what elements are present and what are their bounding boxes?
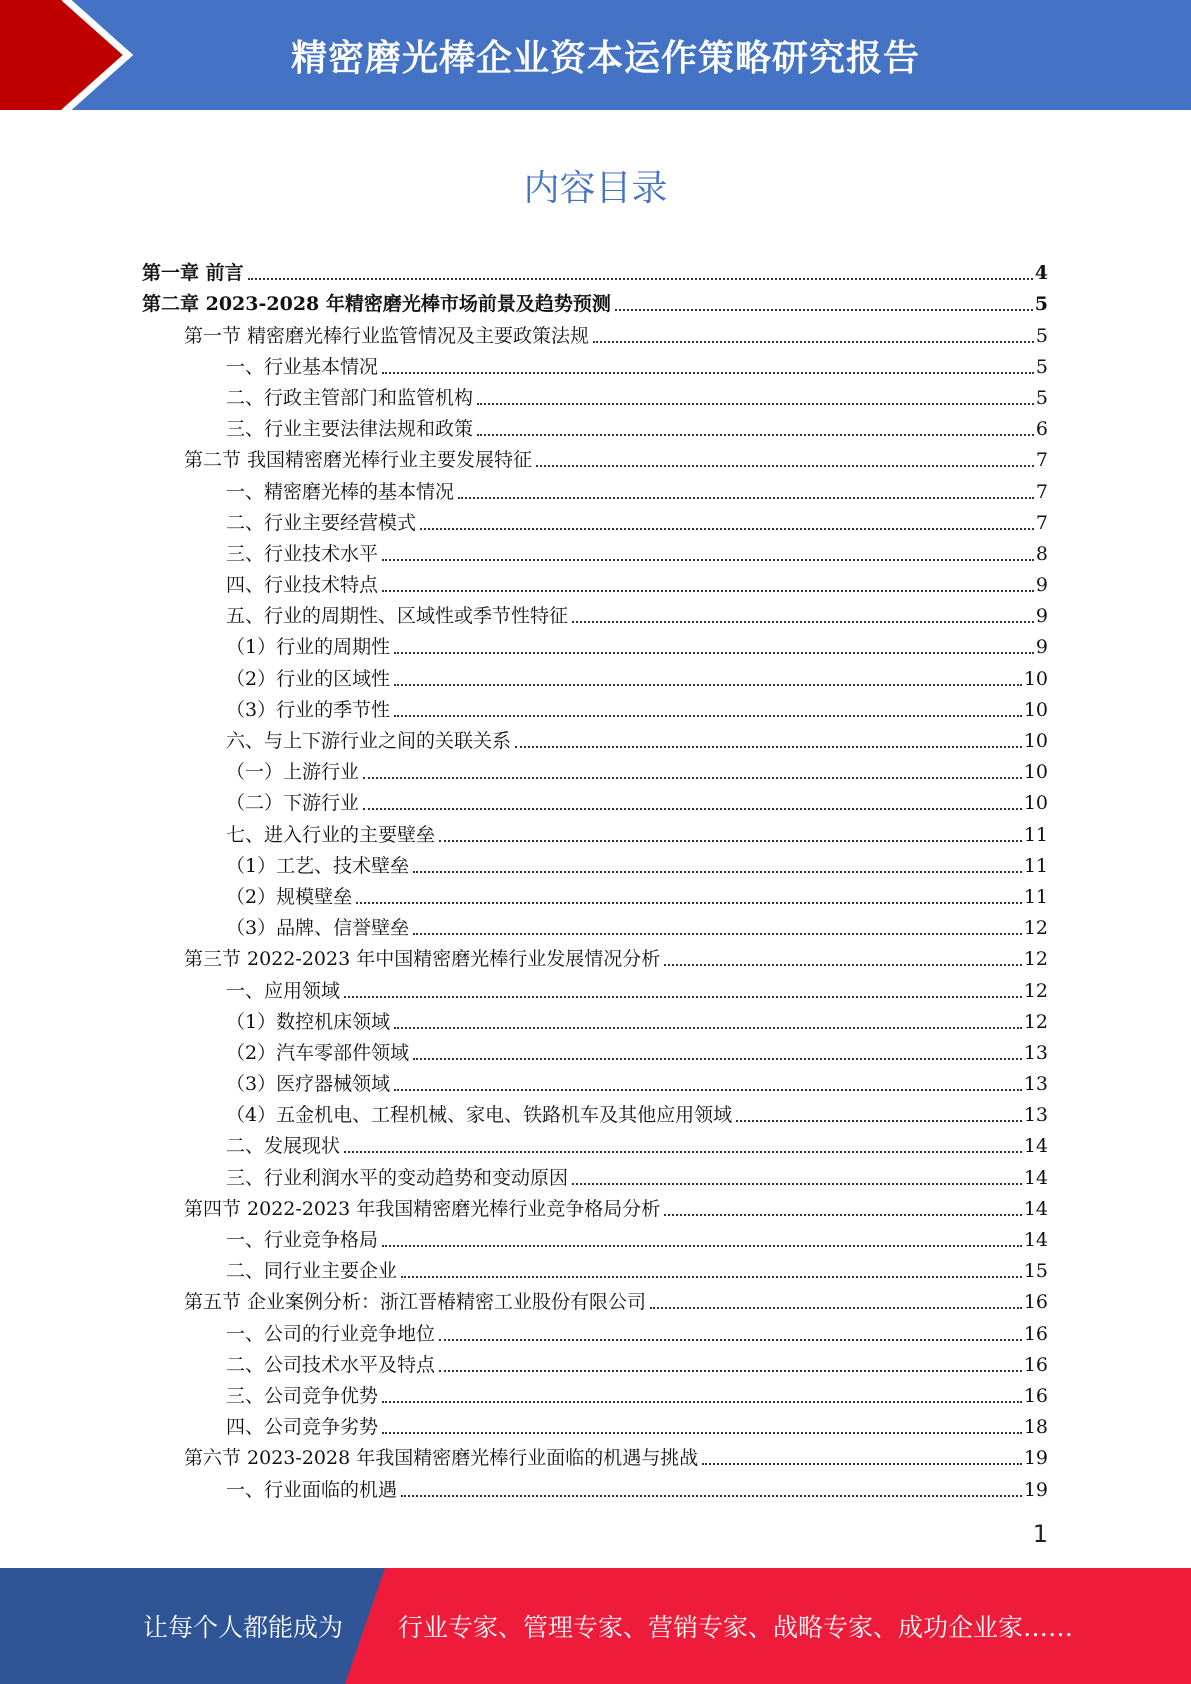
toc-entry-label: 二、行业主要经营模式 [226, 511, 417, 534]
toc-entry-label: 二、发展现状 [226, 1135, 341, 1158]
toc-entry-label: 一、精密磨光棒的基本情况 [226, 480, 455, 503]
toc-entry-page: 5 [1035, 355, 1048, 378]
toc-entry[interactable] [142, 1127, 1048, 1158]
toc-entry-label: （2）规模壁垒 [226, 885, 353, 908]
toc-dot-leader [363, 777, 1022, 779]
toc-entry[interactable] [142, 1190, 1048, 1221]
toc-entry-label: 三、行业利润水平的变动趋势和变动原因 [226, 1166, 569, 1189]
toc-entry-label: 二、行政主管部门和监管机构 [226, 386, 474, 409]
toc-entry[interactable] [142, 691, 1048, 722]
toc-dot-leader [439, 1339, 1022, 1341]
toc-entry-page: 13 [1023, 1073, 1048, 1096]
toc-entry[interactable] [142, 940, 1048, 971]
toc-entry-page: 5 [1035, 324, 1048, 347]
toc-entry-page: 14 [1023, 1197, 1048, 1220]
toc-entry-page: 11 [1023, 823, 1048, 846]
toc-dot-leader [394, 1027, 1022, 1029]
toc-dot-leader [439, 840, 1022, 842]
toc-dot-leader [382, 1401, 1022, 1403]
toc-entry-label: （3）品牌、信誉壁垒 [226, 917, 410, 940]
toc-dot-leader [477, 434, 1034, 436]
toc-dot-leader [536, 465, 1034, 467]
toc-entry[interactable] [142, 628, 1048, 659]
toc-entry-page: 12 [1023, 917, 1048, 940]
toc-entry-label: 四、公司竞争劣势 [226, 1416, 379, 1439]
toc-entry-page: 5 [1035, 386, 1048, 409]
toc-entry[interactable] [142, 753, 1048, 784]
toc-entry-label: 一、行业基本情况 [226, 355, 379, 378]
toc-entry[interactable] [142, 1096, 1048, 1127]
toc-entry[interactable] [142, 441, 1048, 472]
toc-entry-label: 一、应用领域 [226, 979, 341, 1002]
toc-dot-leader [664, 964, 1022, 966]
toc-dot-leader [420, 528, 1034, 530]
toc-entry-page: 19 [1023, 1447, 1048, 1470]
toc-entry[interactable] [142, 1252, 1048, 1283]
toc-entry[interactable] [142, 535, 1048, 566]
toc-entry[interactable] [142, 285, 1048, 316]
toc-entry-label: 第三节 2022-2023 年中国精密磨光棒行业发展情况分析 [184, 948, 661, 971]
toc-entry-label: 七、进入行业的主要壁垒 [226, 823, 436, 846]
toc-entry-label: （1）工艺、技术壁垒 [226, 854, 410, 877]
toc-dot-leader [401, 1495, 1022, 1497]
toc-entry-label: （一）上游行业 [226, 761, 360, 784]
toc-entry-page: 9 [1035, 636, 1048, 659]
toc-dot-leader [439, 1370, 1022, 1372]
toc-entry-label: （1）行业的周期性 [226, 636, 391, 659]
toc-entry-label: 第一章 前言 [142, 262, 244, 285]
toc-entry-label: （4）五金机电、工程机械、家电、铁路机车及其他应用领域 [226, 1104, 733, 1127]
toc-entry[interactable] [142, 1346, 1048, 1377]
toc-entry-page: 5 [1034, 293, 1048, 316]
toc-entry[interactable] [142, 1408, 1048, 1439]
toc-dot-leader [736, 1120, 1022, 1122]
toc-entry-page: 16 [1023, 1353, 1048, 1376]
toc-list [142, 254, 1048, 1502]
toc-dot-leader [413, 1058, 1022, 1060]
toc-entry-label: 一、行业竞争格局 [226, 1229, 379, 1251]
toc-entry-page: 18 [1023, 1416, 1048, 1439]
toc-entry[interactable] [142, 1065, 1048, 1096]
toc-dot-leader [363, 808, 1022, 810]
toc-entry-page: 12 [1023, 1010, 1048, 1033]
toc-entry-label: （2）汽车零部件领域 [226, 1041, 410, 1064]
toc-entry-page: 12 [1023, 979, 1048, 1002]
toc-title: 内容目录 [523, 168, 668, 209]
toc-dot-leader [382, 1432, 1022, 1434]
toc-entry[interactable] [142, 472, 1048, 503]
toc-entry-page: 10 [1023, 698, 1048, 721]
toc-entry[interactable] [142, 1003, 1048, 1034]
toc-dot-leader [356, 902, 1022, 904]
toc-entry-page: 9 [1035, 574, 1048, 597]
toc-entry-label: 第五节 企业案例分析：浙江晋椿精密工业股份有限公司 [184, 1291, 647, 1314]
arrow-chevron-icon [0, 0, 160, 110]
toc-entry-label: 第一节 精密磨光棒行业监管情况及主要政策法规 [184, 324, 590, 347]
toc-entry-label: 五、行业的周期性、区域性或季节性特征 [226, 605, 569, 628]
toc-dot-leader [344, 996, 1022, 998]
toc-entry-page: 9 [1035, 605, 1048, 628]
toc-dot-leader [593, 341, 1034, 343]
toc-entry-page: 19 [1023, 1478, 1048, 1501]
toc-dot-leader [382, 590, 1034, 592]
toc-entry-label: 三、公司竞争优势 [226, 1384, 379, 1407]
toc-dot-leader [458, 497, 1034, 499]
toc-entry[interactable] [142, 1377, 1048, 1408]
toc-entry-page: 11 [1023, 854, 1048, 877]
footer-banner [0, 1568, 1191, 1684]
toc-entry-label: （3）医疗器械领域 [226, 1073, 391, 1096]
toc-entry[interactable] [142, 379, 1048, 410]
toc-entry[interactable] [142, 1283, 1048, 1314]
footer-slogan-right: 行业专家、管理专家、营销专家、战略专家、成功企业家…… [398, 1613, 1074, 1642]
toc-entry-page: 10 [1023, 667, 1048, 690]
toc-entry-label: 一、公司的行业竞争地位 [226, 1322, 436, 1345]
report-header [0, 0, 1191, 110]
toc-entry[interactable] [142, 784, 1048, 815]
toc-dot-leader [664, 1214, 1022, 1216]
toc-entry[interactable] [142, 1221, 1048, 1252]
toc-entry[interactable] [142, 597, 1048, 628]
toc-entry-page: 13 [1023, 1104, 1048, 1127]
toc-dot-leader [702, 1463, 1022, 1465]
toc-entry[interactable] [142, 1470, 1048, 1501]
toc-entry-page: 7 [1035, 511, 1048, 534]
toc-entry-label: （2）行业的区域性 [226, 667, 391, 690]
toc-entry[interactable] [142, 410, 1048, 441]
toc-entry[interactable] [142, 878, 1048, 909]
toc-dot-leader [650, 1307, 1022, 1309]
toc-entry-label: 第四节 2022-2023 年我国精密磨光棒行业竞争格局分析 [184, 1197, 661, 1220]
toc-dot-leader [401, 1276, 1022, 1278]
toc-entry-label: 第二节 我国精密磨光棒行业主要发展特征 [184, 449, 533, 472]
toc-entry-label: （3）行业的季节性 [226, 698, 391, 721]
toc-dot-leader [615, 309, 1033, 311]
toc-dot-leader [413, 933, 1022, 935]
toc-entry[interactable] [142, 847, 1048, 878]
toc-entry-page: 10 [1023, 730, 1048, 752]
toc-dot-leader [382, 559, 1034, 561]
toc-entry-page: 15 [1023, 1260, 1048, 1283]
toc-dot-leader [413, 871, 1022, 873]
toc-dot-leader [572, 1183, 1022, 1185]
toc-dot-leader [382, 372, 1034, 374]
toc-dot-leader [248, 278, 1033, 280]
toc-dot-leader [515, 746, 1022, 748]
toc-entry[interactable] [142, 1034, 1048, 1065]
toc-entry[interactable] [142, 1158, 1048, 1189]
toc-dot-leader [572, 621, 1034, 623]
toc-dot-leader [382, 1245, 1022, 1247]
toc-entry-page: 11 [1023, 885, 1048, 908]
toc-entry-page: 12 [1023, 948, 1048, 971]
toc-dot-leader [394, 1089, 1022, 1091]
toc-entry[interactable] [142, 971, 1048, 1002]
toc-dot-leader [477, 403, 1034, 405]
toc-entry[interactable] [142, 1314, 1048, 1345]
toc-entry-page: 4 [1034, 262, 1048, 285]
toc-entry[interactable] [142, 722, 1048, 753]
toc-entry-label: 三、行业主要法律法规和政策 [226, 418, 474, 441]
page-number: 1 [1032, 1520, 1048, 1548]
toc-entry-page: 6 [1035, 418, 1048, 441]
toc-entry[interactable] [142, 815, 1048, 846]
toc-entry-page: 7 [1035, 480, 1048, 503]
toc-entry[interactable] [142, 909, 1048, 940]
toc-entry[interactable] [142, 348, 1048, 379]
toc-entry-label: 三、行业技术水平 [226, 542, 379, 565]
report-title: 精密磨光棒企业资本运作策略研究报告 [290, 37, 920, 79]
toc-entry[interactable] [142, 1439, 1048, 1470]
toc-entry-label: 一、行业面临的机遇 [226, 1478, 398, 1501]
toc-entry-page: 14 [1023, 1166, 1048, 1189]
toc-entry-label: （二）下游行业 [226, 792, 360, 815]
toc-entry-label: 二、公司技术水平及特点 [226, 1353, 436, 1376]
footer-slogan-left: 让每个人都能成为 [143, 1613, 344, 1642]
toc-entry-label: 二、同行业主要企业 [226, 1260, 398, 1283]
toc-entry-label: 第二章 2023-2028 年精密磨光棒市场前景及趋势预测 [142, 293, 611, 316]
toc-entry-label: 六、与上下游行业之间的关联关系 [226, 730, 512, 752]
toc-entry-page: 10 [1023, 761, 1048, 784]
toc-entry[interactable] [142, 316, 1048, 347]
toc-entry[interactable] [142, 254, 1048, 285]
toc-entry-label: （1）数控机床领域 [226, 1010, 391, 1033]
toc-entry-page: 16 [1023, 1384, 1048, 1407]
toc-dot-leader [394, 715, 1022, 717]
toc-entry-page: 7 [1035, 449, 1048, 472]
toc-entry[interactable] [142, 659, 1048, 690]
toc-entry-label: 第六节 2023-2028 年我国精密磨光棒行业面临的机遇与挑战 [184, 1447, 699, 1470]
toc-entry-page: 16 [1023, 1322, 1048, 1345]
toc-dot-leader [344, 1151, 1022, 1153]
toc-entry[interactable] [142, 566, 1048, 597]
toc-entry-page: 8 [1035, 542, 1048, 565]
toc-dot-leader [394, 652, 1034, 654]
toc-entry-page: 14 [1023, 1229, 1048, 1251]
toc-entry-page: 14 [1023, 1135, 1048, 1158]
toc-entry-page: 13 [1023, 1041, 1048, 1064]
toc-entry-page: 10 [1023, 792, 1048, 815]
toc-entry-page: 16 [1023, 1291, 1048, 1314]
toc-entry[interactable] [142, 504, 1048, 535]
toc-entry-label: 四、行业技术特点 [226, 574, 379, 597]
toc-dot-leader [394, 684, 1022, 686]
